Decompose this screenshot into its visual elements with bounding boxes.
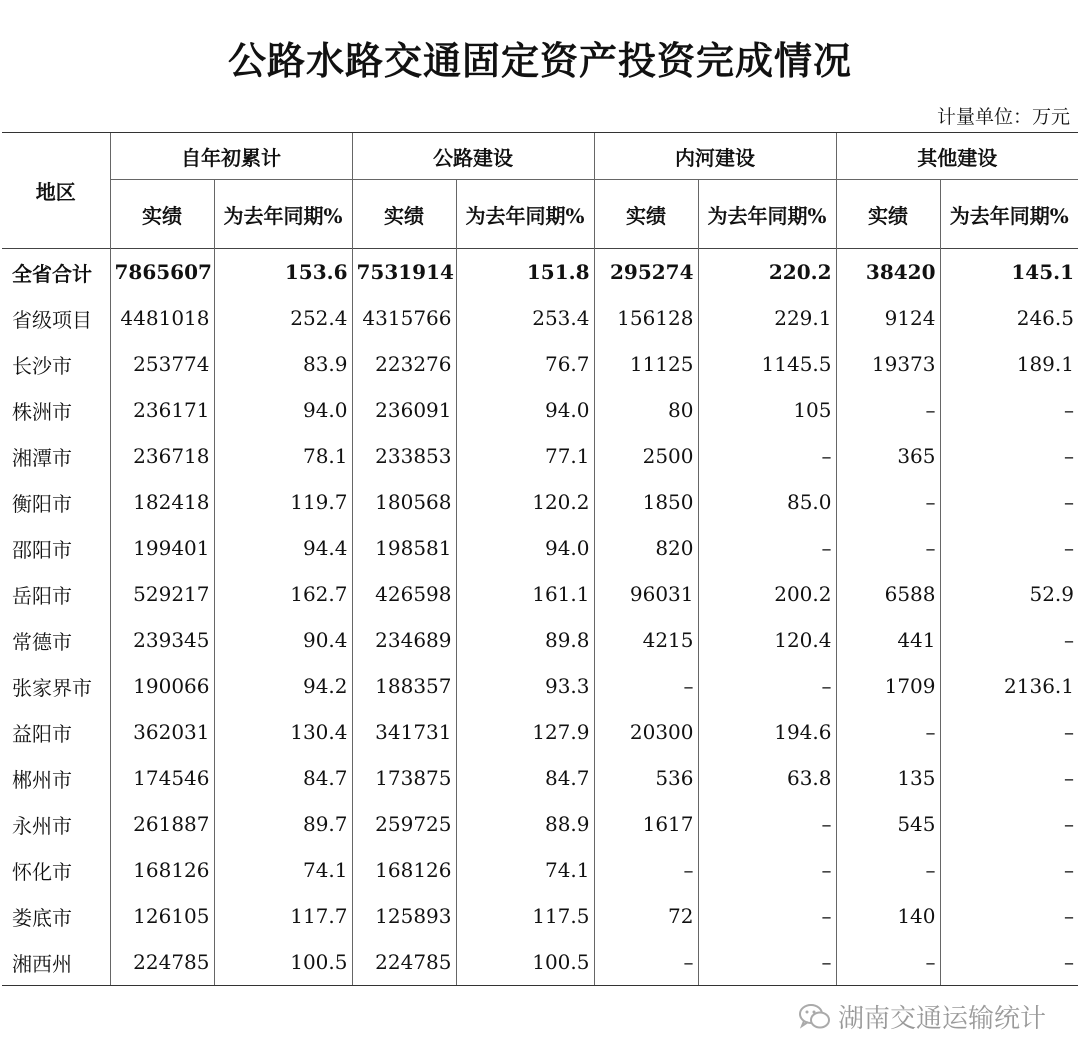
actual-value-cell: 253774: [110, 341, 214, 387]
table-row: [2, 663, 1078, 709]
pct-value-cell: 119.7: [214, 479, 352, 525]
pct-value-cell: 117.7: [214, 893, 352, 939]
actual-value-cell: 156128: [594, 295, 698, 341]
region-name: 郴州市: [12, 767, 72, 792]
actual-value-cell: 19373: [836, 341, 940, 387]
table-row: [2, 249, 1078, 296]
actual-value-cell: –: [836, 525, 940, 571]
actual-value-cell: 96031: [594, 571, 698, 617]
pct-value-cell: 200.2: [698, 571, 836, 617]
actual-value-cell: 168126: [352, 847, 456, 893]
pct-value-cell: 52.9: [940, 571, 1078, 617]
actual-value-cell: 295274: [594, 249, 698, 296]
pct-value-cell: 84.7: [214, 755, 352, 801]
pct-value-cell: 162.7: [214, 571, 352, 617]
region-name: 娄底市: [12, 905, 72, 930]
pct-value-cell: 252.4: [214, 295, 352, 341]
actual-value-cell: 125893: [352, 893, 456, 939]
actual-value-cell: 1709: [836, 663, 940, 709]
pct-value-cell: –: [940, 479, 1078, 525]
actual-value-cell: 140: [836, 893, 940, 939]
actual-value-cell: 168126: [110, 847, 214, 893]
pct-value-cell: 88.9: [456, 801, 594, 847]
actual-value-cell: –: [836, 939, 940, 986]
pct-value-cell: 89.8: [456, 617, 594, 663]
actual-value-cell: 545: [836, 801, 940, 847]
table-row: [2, 617, 1078, 663]
header-actual: 实绩: [110, 180, 214, 249]
pct-value-cell: –: [940, 939, 1078, 986]
pct-value-cell: –: [698, 663, 836, 709]
pct-value-cell: 94.0: [456, 525, 594, 571]
actual-value-cell: 72: [594, 893, 698, 939]
pct-value-cell: –: [940, 801, 1078, 847]
region-name: 全省合计: [2, 249, 110, 296]
table-row: [2, 801, 1078, 847]
header-region: 地区: [2, 133, 110, 249]
pct-value-cell: 90.4: [214, 617, 352, 663]
actual-value-cell: 38420: [836, 249, 940, 296]
pct-value-cell: –: [940, 893, 1078, 939]
actual-value-cell: –: [594, 663, 698, 709]
watermark-text: 湖南交通运输统计: [837, 1004, 1046, 1034]
page-title: 公路水路交通固定资产投资完成情况: [227, 38, 852, 83]
actual-value-cell: 236091: [352, 387, 456, 433]
pct-value-cell: 161.1: [456, 571, 594, 617]
actual-value-cell: 233853: [352, 433, 456, 479]
watermark: [798, 998, 1046, 1035]
table-row: [2, 295, 1078, 341]
actual-value-cell: 7531914: [352, 249, 456, 296]
header-group-cumulative: 自年初累计: [110, 133, 352, 180]
table-row: [2, 433, 1078, 479]
region-name: 湘西州: [2, 939, 110, 986]
pct-value-cell: 78.1: [214, 433, 352, 479]
actual-value-cell: –: [836, 387, 940, 433]
pct-value-cell: 94.2: [214, 663, 352, 709]
pct-value-cell: –: [940, 433, 1078, 479]
pct-value-cell: 120.4: [698, 617, 836, 663]
region-name: 省级项目: [12, 307, 92, 332]
pct-value-cell: –: [940, 709, 1078, 755]
table-row: [2, 387, 1078, 433]
actual-value-cell: 7865607: [110, 249, 214, 296]
actual-value-cell: 259725: [352, 801, 456, 847]
actual-value-cell: 261887: [110, 801, 214, 847]
actual-value-cell: 11125: [594, 341, 698, 387]
pct-value-cell: 153.6: [214, 249, 352, 296]
actual-value-cell: 441: [836, 617, 940, 663]
pct-value-cell: –: [698, 847, 836, 893]
table-row: [2, 939, 1078, 986]
header-pct: 为去年同期%: [698, 180, 836, 249]
actual-value-cell: 9124: [836, 295, 940, 341]
pct-value-cell: 127.9: [456, 709, 594, 755]
actual-value-cell: 1617: [594, 801, 698, 847]
actual-value-cell: –: [836, 479, 940, 525]
pct-value-cell: –: [698, 525, 836, 571]
actual-value-cell: 80: [594, 387, 698, 433]
region-name: 湘潭市: [12, 445, 72, 470]
actual-value-cell: 529217: [110, 571, 214, 617]
investment-table: [2, 132, 1078, 986]
pct-value-cell: 151.8: [456, 249, 594, 296]
actual-value-cell: 365: [836, 433, 940, 479]
actual-value-cell: 1850: [594, 479, 698, 525]
actual-value-cell: 224785: [352, 939, 456, 986]
header-actual: 实绩: [836, 180, 940, 249]
actual-value-cell: 4215: [594, 617, 698, 663]
header-group-other: 其他建设: [836, 133, 1078, 180]
header-pct: 为去年同期%: [940, 180, 1078, 249]
table-row: [2, 755, 1078, 801]
actual-value-cell: 223276: [352, 341, 456, 387]
actual-value-cell: 426598: [352, 571, 456, 617]
header-actual: 实绩: [594, 180, 698, 249]
region-name: 岳阳市: [12, 583, 72, 608]
pct-value-cell: 117.5: [456, 893, 594, 939]
actual-value-cell: 180568: [352, 479, 456, 525]
actual-value-cell: 236171: [110, 387, 214, 433]
actual-value-cell: 190066: [110, 663, 214, 709]
table-body: [2, 249, 1078, 986]
table-row: [2, 525, 1078, 571]
pct-value-cell: 100.5: [456, 939, 594, 986]
pct-value-cell: 189.1: [940, 341, 1078, 387]
pct-value-cell: 253.4: [456, 295, 594, 341]
pct-value-cell: –: [940, 617, 1078, 663]
pct-value-cell: –: [940, 525, 1078, 571]
pct-value-cell: 89.7: [214, 801, 352, 847]
pct-value-cell: 246.5: [940, 295, 1078, 341]
pct-value-cell: 220.2: [698, 249, 836, 296]
actual-value-cell: 341731: [352, 709, 456, 755]
header-actual: 实绩: [352, 180, 456, 249]
actual-value-cell: 174546: [110, 755, 214, 801]
header-group-inland-river: 内河建设: [594, 133, 836, 180]
actual-value-cell: 4315766: [352, 295, 456, 341]
pct-value-cell: 130.4: [214, 709, 352, 755]
pct-value-cell: –: [698, 939, 836, 986]
pct-value-cell: 229.1: [698, 295, 836, 341]
pct-value-cell: –: [940, 755, 1078, 801]
header-pct: 为去年同期%: [214, 180, 352, 249]
actual-value-cell: 20300: [594, 709, 698, 755]
pct-value-cell: 120.2: [456, 479, 594, 525]
actual-value-cell: 126105: [110, 893, 214, 939]
actual-value-cell: 234689: [352, 617, 456, 663]
table-row: [2, 479, 1078, 525]
pct-value-cell: –: [698, 433, 836, 479]
region-name: 长沙市: [12, 353, 72, 378]
actual-value-cell: 173875: [352, 755, 456, 801]
actual-value-cell: 536: [594, 755, 698, 801]
table-row: [2, 341, 1078, 387]
actual-value-cell: 198581: [352, 525, 456, 571]
actual-value-cell: 199401: [110, 525, 214, 571]
wechat-icon: [798, 1002, 832, 1032]
pct-value-cell: –: [940, 847, 1078, 893]
pct-value-cell: –: [698, 801, 836, 847]
pct-value-cell: 100.5: [214, 939, 352, 986]
pct-value-cell: 76.7: [456, 341, 594, 387]
actual-value-cell: –: [836, 847, 940, 893]
pct-value-cell: –: [698, 893, 836, 939]
pct-value-cell: 2136.1: [940, 663, 1078, 709]
actual-value-cell: 236718: [110, 433, 214, 479]
pct-value-cell: 105: [698, 387, 836, 433]
actual-value-cell: 224785: [110, 939, 214, 986]
pct-value-cell: 94.4: [214, 525, 352, 571]
actual-value-cell: 182418: [110, 479, 214, 525]
pct-value-cell: 1145.5: [698, 341, 836, 387]
pct-value-cell: 83.9: [214, 341, 352, 387]
region-name: 永州市: [12, 813, 72, 838]
actual-value-cell: –: [836, 709, 940, 755]
unit-label: 计量单位：万元: [936, 106, 1070, 128]
pct-value-cell: 74.1: [456, 847, 594, 893]
actual-value-cell: 135: [836, 755, 940, 801]
actual-value-cell: 4481018: [110, 295, 214, 341]
region-name: 怀化市: [12, 859, 72, 884]
pct-value-cell: 85.0: [698, 479, 836, 525]
pct-value-cell: 145.1: [940, 249, 1078, 296]
region-name: 常德市: [12, 629, 72, 654]
pct-value-cell: 194.6: [698, 709, 836, 755]
actual-value-cell: –: [594, 847, 698, 893]
header-group-highway: 公路建设: [352, 133, 594, 180]
actual-value-cell: 6588: [836, 571, 940, 617]
pct-value-cell: 74.1: [214, 847, 352, 893]
table-row: [2, 709, 1078, 755]
table-row: [2, 571, 1078, 617]
table-row: [2, 893, 1078, 939]
region-name: 邵阳市: [12, 537, 72, 562]
region-name: 株洲市: [12, 399, 72, 424]
region-name: 张家界市: [12, 675, 92, 700]
region-name: 益阳市: [12, 721, 72, 746]
pct-value-cell: 93.3: [456, 663, 594, 709]
pct-value-cell: –: [940, 387, 1078, 433]
actual-value-cell: 820: [594, 525, 698, 571]
region-name: 衡阳市: [12, 491, 72, 516]
pct-value-cell: 77.1: [456, 433, 594, 479]
actual-value-cell: 2500: [594, 433, 698, 479]
actual-value-cell: 188357: [352, 663, 456, 709]
table-row: [2, 847, 1078, 893]
header-pct: 为去年同期%: [456, 180, 594, 249]
pct-value-cell: 94.0: [214, 387, 352, 433]
pct-value-cell: 84.7: [456, 755, 594, 801]
pct-value-cell: 94.0: [456, 387, 594, 433]
actual-value-cell: 239345: [110, 617, 214, 663]
actual-value-cell: 362031: [110, 709, 214, 755]
actual-value-cell: –: [594, 939, 698, 986]
pct-value-cell: 63.8: [698, 755, 836, 801]
